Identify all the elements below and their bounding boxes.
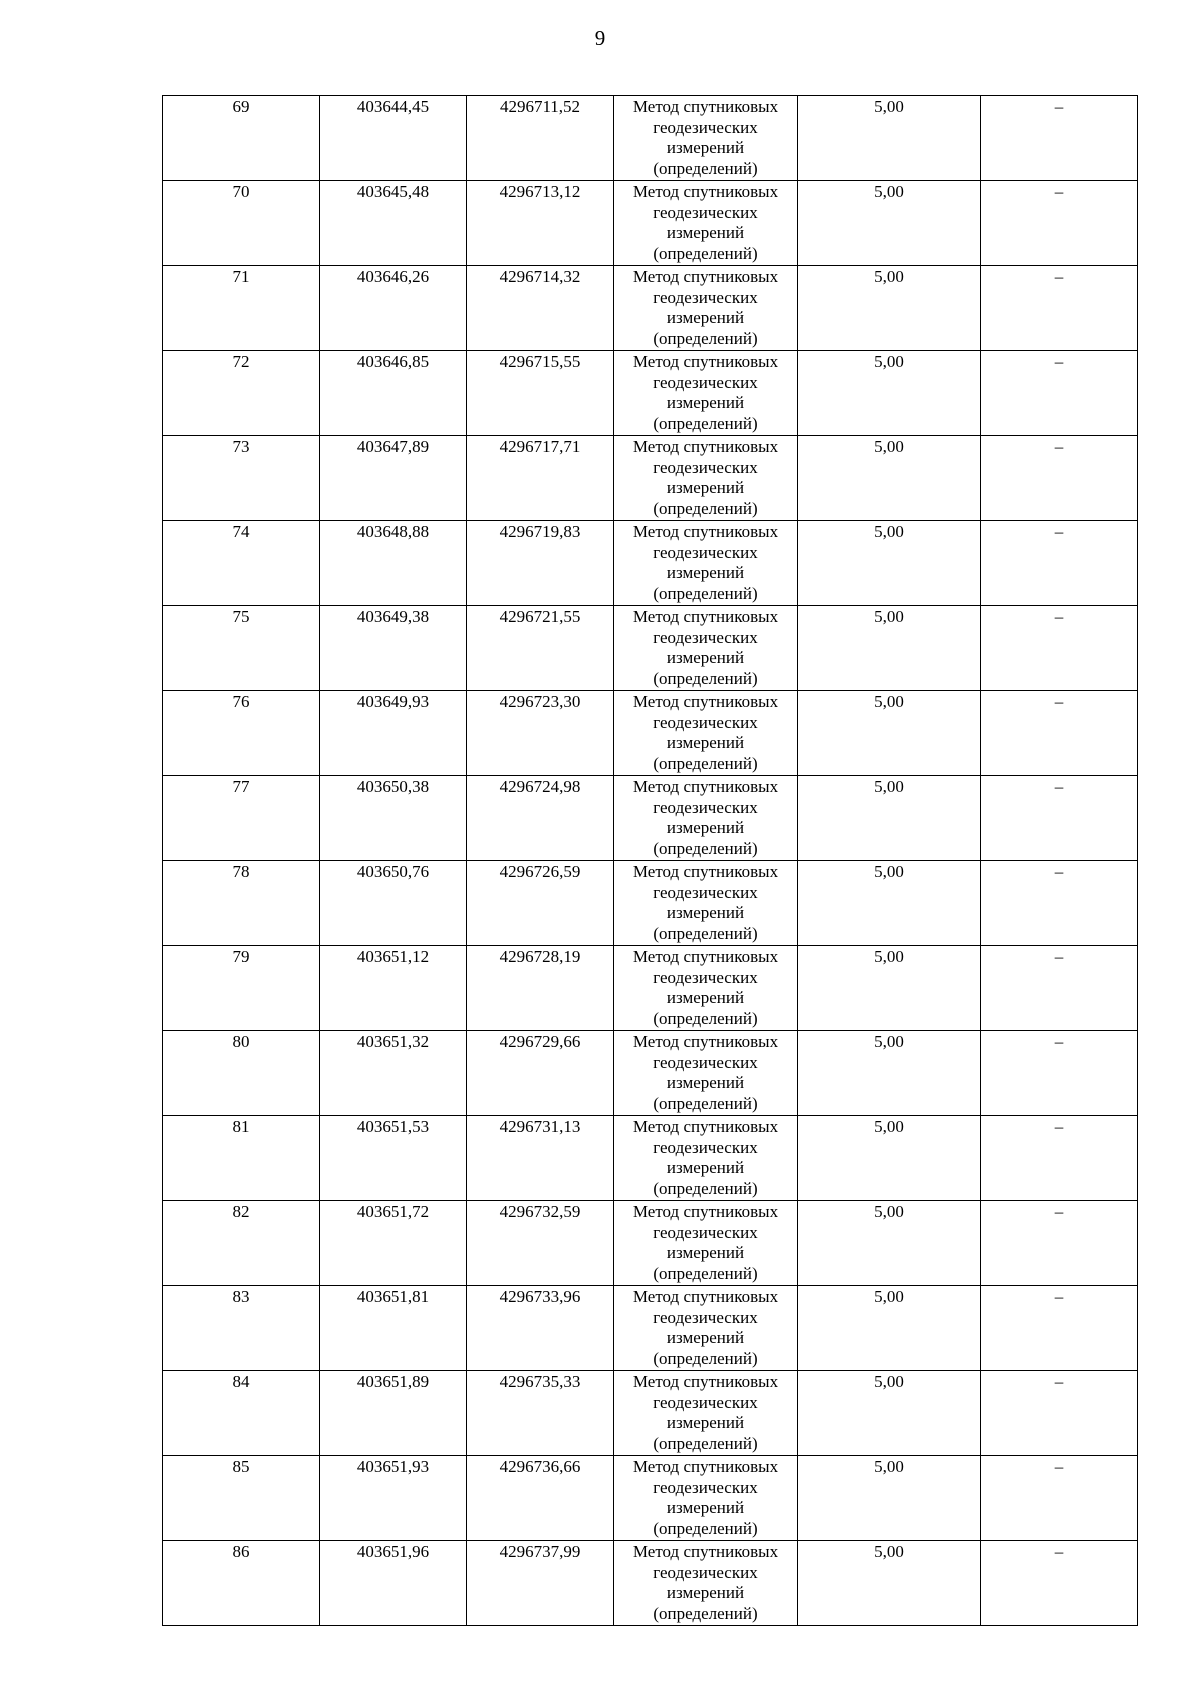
x-coordinate-cell: 403651,81 xyxy=(320,1286,467,1371)
y-coordinate-cell: 4296731,13 xyxy=(467,1116,614,1201)
x-coordinate-cell: 403651,72 xyxy=(320,1201,467,1286)
x-coordinate-cell: 403644,45 xyxy=(320,96,467,181)
method-cell: Метод спутниковых геодезических измерений (определений) xyxy=(614,351,798,436)
table-row xyxy=(163,351,1138,436)
accuracy-cell: 5,00 xyxy=(798,1541,981,1626)
table-row xyxy=(163,1286,1138,1371)
table-row xyxy=(163,436,1138,521)
method-cell: Метод спутниковых геодезических измерений (определений) xyxy=(614,1541,798,1626)
accuracy-cell: 5,00 xyxy=(798,266,981,351)
description-cell: – xyxy=(981,1286,1138,1371)
method-cell: Метод спутниковых геодезических измерений (определений) xyxy=(614,1456,798,1541)
table-row xyxy=(163,606,1138,691)
method-cell: Метод спутниковых геодезических измерений (определений) xyxy=(614,946,798,1031)
table-row xyxy=(163,181,1138,266)
accuracy-cell: 5,00 xyxy=(798,776,981,861)
accuracy-cell: 5,00 xyxy=(798,436,981,521)
coordinates-table-body xyxy=(163,96,1138,1626)
y-coordinate-cell: 4296717,71 xyxy=(467,436,614,521)
method-cell: Метод спутниковых геодезических измерений (определений) xyxy=(614,606,798,691)
description-cell: – xyxy=(981,1116,1138,1201)
x-coordinate-cell: 403646,26 xyxy=(320,266,467,351)
y-coordinate-cell: 4296735,33 xyxy=(467,1371,614,1456)
method-cell: Метод спутниковых геодезических измерений (определений) xyxy=(614,181,798,266)
point-number-cell: 79 xyxy=(163,946,320,1031)
table-row xyxy=(163,1116,1138,1201)
y-coordinate-cell: 4296732,59 xyxy=(467,1201,614,1286)
table-row xyxy=(163,1456,1138,1541)
accuracy-cell: 5,00 xyxy=(798,1371,981,1456)
description-cell: – xyxy=(981,861,1138,946)
x-coordinate-cell: 403651,89 xyxy=(320,1371,467,1456)
x-coordinate-cell: 403647,89 xyxy=(320,436,467,521)
accuracy-cell: 5,00 xyxy=(798,1286,981,1371)
description-cell: – xyxy=(981,1201,1138,1286)
y-coordinate-cell: 4296714,32 xyxy=(467,266,614,351)
table-row xyxy=(163,1541,1138,1626)
x-coordinate-cell: 403650,38 xyxy=(320,776,467,861)
table-row xyxy=(163,266,1138,351)
point-number-cell: 84 xyxy=(163,1371,320,1456)
point-number-cell: 76 xyxy=(163,691,320,776)
x-coordinate-cell: 403651,96 xyxy=(320,1541,467,1626)
method-cell: Метод спутниковых геодезических измерений (определений) xyxy=(614,776,798,861)
table-row xyxy=(163,861,1138,946)
description-cell: – xyxy=(981,776,1138,861)
y-coordinate-cell: 4296724,98 xyxy=(467,776,614,861)
y-coordinate-cell: 4296713,12 xyxy=(467,181,614,266)
accuracy-cell: 5,00 xyxy=(798,181,981,266)
accuracy-cell: 5,00 xyxy=(798,351,981,436)
description-cell: – xyxy=(981,1371,1138,1456)
point-number-cell: 83 xyxy=(163,1286,320,1371)
point-number-cell: 71 xyxy=(163,266,320,351)
table-row xyxy=(163,776,1138,861)
y-coordinate-cell: 4296721,55 xyxy=(467,606,614,691)
point-number-cell: 70 xyxy=(163,181,320,266)
y-coordinate-cell: 4296728,19 xyxy=(467,946,614,1031)
accuracy-cell: 5,00 xyxy=(798,606,981,691)
point-number-cell: 80 xyxy=(163,1031,320,1116)
description-cell: – xyxy=(981,351,1138,436)
page-number: 9 xyxy=(594,26,606,50)
description-cell: – xyxy=(981,1456,1138,1541)
description-cell: – xyxy=(981,606,1138,691)
accuracy-cell: 5,00 xyxy=(798,521,981,606)
table-row xyxy=(163,96,1138,181)
y-coordinate-cell: 4296726,59 xyxy=(467,861,614,946)
point-number-cell: 73 xyxy=(163,436,320,521)
accuracy-cell: 5,00 xyxy=(798,1116,981,1201)
description-cell: – xyxy=(981,691,1138,776)
description-cell: – xyxy=(981,521,1138,606)
method-cell: Метод спутниковых геодезических измерений (определений) xyxy=(614,1116,798,1201)
x-coordinate-cell: 403648,88 xyxy=(320,521,467,606)
x-coordinate-cell: 403649,93 xyxy=(320,691,467,776)
y-coordinate-cell: 4296715,55 xyxy=(467,351,614,436)
method-cell: Метод спутниковых геодезических измерений (определений) xyxy=(614,521,798,606)
table-row xyxy=(163,1371,1138,1456)
point-number-cell: 78 xyxy=(163,861,320,946)
method-cell: Метод спутниковых геодезических измерений (определений) xyxy=(614,1371,798,1456)
description-cell: – xyxy=(981,1541,1138,1626)
y-coordinate-cell: 4296723,30 xyxy=(467,691,614,776)
accuracy-cell: 5,00 xyxy=(798,1201,981,1286)
description-cell: – xyxy=(981,436,1138,521)
x-coordinate-cell: 403645,48 xyxy=(320,181,467,266)
method-cell: Метод спутниковых геодезических измерений (определений) xyxy=(614,1201,798,1286)
coordinates-table xyxy=(162,95,1138,1626)
method-cell: Метод спутниковых геодезических измерений (определений) xyxy=(614,436,798,521)
y-coordinate-cell: 4296736,66 xyxy=(467,1456,614,1541)
x-coordinate-cell: 403651,12 xyxy=(320,946,467,1031)
accuracy-cell: 5,00 xyxy=(798,861,981,946)
description-cell: – xyxy=(981,266,1138,351)
point-number-cell: 86 xyxy=(163,1541,320,1626)
x-coordinate-cell: 403649,38 xyxy=(320,606,467,691)
point-number-cell: 74 xyxy=(163,521,320,606)
point-number-cell: 81 xyxy=(163,1116,320,1201)
method-cell: Метод спутниковых геодезических измерений (определений) xyxy=(614,96,798,181)
method-cell: Метод спутниковых геодезических измерений (определений) xyxy=(614,861,798,946)
accuracy-cell: 5,00 xyxy=(798,96,981,181)
accuracy-cell: 5,00 xyxy=(798,1456,981,1541)
accuracy-cell: 5,00 xyxy=(798,691,981,776)
method-cell: Метод спутниковых геодезических измерений (определений) xyxy=(614,691,798,776)
point-number-cell: 77 xyxy=(163,776,320,861)
description-cell: – xyxy=(981,946,1138,1031)
table-row xyxy=(163,521,1138,606)
x-coordinate-cell: 403651,93 xyxy=(320,1456,467,1541)
x-coordinate-cell: 403646,85 xyxy=(320,351,467,436)
table-row xyxy=(163,691,1138,776)
point-number-cell: 85 xyxy=(163,1456,320,1541)
accuracy-cell: 5,00 xyxy=(798,946,981,1031)
accuracy-cell: 5,00 xyxy=(798,1031,981,1116)
y-coordinate-cell: 4296711,52 xyxy=(467,96,614,181)
description-cell: – xyxy=(981,1031,1138,1116)
y-coordinate-cell: 4296729,66 xyxy=(467,1031,614,1116)
method-cell: Метод спутниковых геодезических измерений (определений) xyxy=(614,266,798,351)
x-coordinate-cell: 403651,32 xyxy=(320,1031,467,1116)
method-cell: Метод спутниковых геодезических измерений (определений) xyxy=(614,1031,798,1116)
y-coordinate-cell: 4296719,83 xyxy=(467,521,614,606)
y-coordinate-cell: 4296733,96 xyxy=(467,1286,614,1371)
point-number-cell: 69 xyxy=(163,96,320,181)
table-row xyxy=(163,946,1138,1031)
table-row xyxy=(163,1031,1138,1116)
point-number-cell: 72 xyxy=(163,351,320,436)
point-number-cell: 75 xyxy=(163,606,320,691)
description-cell: – xyxy=(981,181,1138,266)
method-cell: Метод спутниковых геодезических измерений (определений) xyxy=(614,1286,798,1371)
point-number-cell: 82 xyxy=(163,1201,320,1286)
y-coordinate-cell: 4296737,99 xyxy=(467,1541,614,1626)
table-row xyxy=(163,1201,1138,1286)
description-cell: – xyxy=(981,96,1138,181)
x-coordinate-cell: 403650,76 xyxy=(320,861,467,946)
x-coordinate-cell: 403651,53 xyxy=(320,1116,467,1201)
